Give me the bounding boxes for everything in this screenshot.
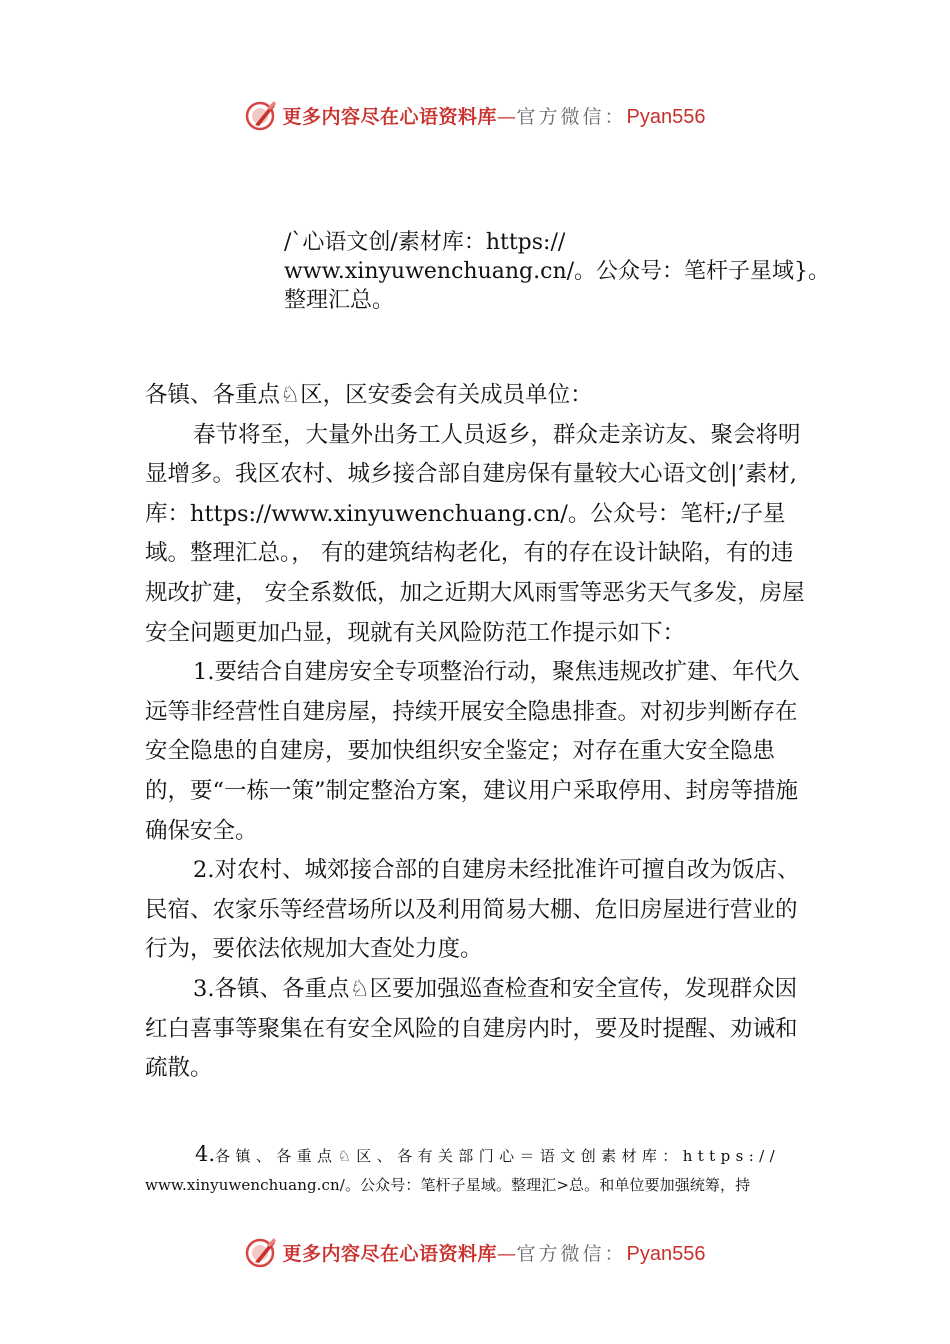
item-paragraph-2: 2.对农村、城郊接合部的自建房未经批准许可擅自改为饭店、民宿、农家乐等经营场所以及利用简易大棚、危旧房屋进行营业的行为，要依法依规加大查处力度。	[145, 857, 800, 963]
source-note-line: 整理汇总。	[284, 288, 395, 313]
banner-text	[283, 1239, 706, 1266]
banner-wechat-id: Pyan556	[626, 1242, 706, 1265]
source-note-line: www.xinyuwenchuang.cn/。公众号：笔杆子星域}。	[284, 259, 831, 284]
item-4-text-1: 各镇、各重点♘区、各有关部门心＝语文创素材库：https://	[215, 1147, 781, 1165]
banner-label: 官方微信：	[516, 1242, 627, 1265]
header-banner	[0, 95, 950, 135]
item-paragraph-3: 3.各镇、各重点♘区要加强巡查检查和安全宣传，发现群众因红白喜事等聚集在有安全风险的自建房内时，要及时提醒、劝诫和疏散。	[145, 975, 798, 1082]
source-note-line: /`心语文创/素材库：https://	[284, 230, 566, 255]
intro-paragraph: 春节将至，大量外出务工人员返乡，群众走亲访友、聚会将明显增多。我区农村、城乡接合部自建房保有量较大心语文创|’素材,库：https://www.xinyuwenchuang.cn/。公众号：笔杆;/子星域。整理汇总。， 有的建筑结构老化，有的存在设计缺陷，有的违规改扩建， 安全系数低，加之近期大风雨雪等恶劣天气多发，房屋安全问题更加凸显，现就有关风险防范工作提示如下：	[145, 421, 805, 646]
document-body	[145, 376, 815, 1089]
quill-logo-icon	[245, 98, 279, 132]
salutation: 各镇、各重点♘区，区安委会有关成员单位：	[145, 382, 593, 408]
item-4-line-2: www.xinyuwenchuang.cn/。公众号：笔杆子星域。整理汇>总。和单位要加强统筹，持	[145, 1176, 751, 1194]
banner-text	[283, 102, 706, 129]
item-paragraph-1: 1.要结合自建房安全专项整治行动，聚焦违规改扩建、年代久远等非经营性自建房屋，持续开展安全隐患排查。对初步判断存在安全隐患的自建房，要加快组织安全鉴定；对存在重大安全隐患的，要“一栋一策”制定整治方案，建议用户采取停用、封房等措施确保安全。	[145, 659, 800, 844]
quill-logo-icon	[245, 1235, 279, 1269]
item-4-number: 4.	[195, 1142, 216, 1166]
item-4-line-1	[145, 1140, 810, 1171]
banner-title: 更多内容尽在心语资料库	[282, 1242, 498, 1265]
source-note	[284, 228, 884, 315]
banner-label: 官方微信：	[516, 105, 627, 128]
banner-dash: —	[497, 1242, 517, 1265]
footer-banner	[0, 1232, 950, 1272]
banner-wechat-id: Pyan556	[626, 105, 706, 128]
banner-title: 更多内容尽在心语资料库	[282, 105, 498, 128]
banner-dash: —	[497, 105, 517, 128]
item-paragraph-4	[145, 1140, 810, 1200]
